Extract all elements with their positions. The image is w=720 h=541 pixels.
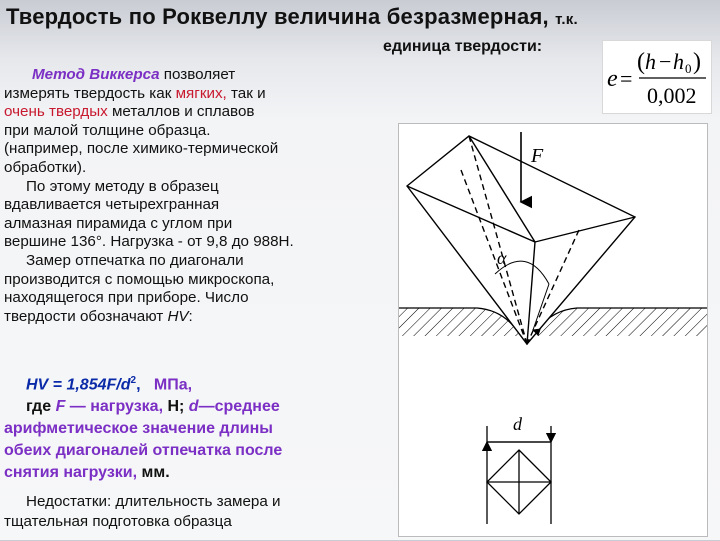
text-line: алмазная пирамида с углом при [4, 214, 233, 232]
slide-title [6, 4, 718, 30]
disadvantages-line: Недостатки: длительность замера и [26, 493, 281, 510]
disadvantages-line: тщательная подготовка образца [4, 513, 232, 530]
text-line: Метод Виккерса позволяет [32, 66, 236, 83]
formula-equals: = [620, 66, 633, 91]
text-line: вдавливается четырехгранная [4, 196, 220, 214]
hard-metals-highlight: очень твердых [4, 103, 108, 121]
text-line: обработки). [4, 158, 87, 176]
text-line: производится с помощью микроскопа, [4, 270, 275, 288]
vickers-pyramid-diagram [398, 123, 708, 537]
text-line: твердости обозначают HV: [4, 307, 193, 325]
slide-subtitle: единица твердости: [383, 38, 543, 55]
vickers-formula-block [4, 370, 374, 484]
svg-text:−: − [659, 49, 672, 74]
formula-lhs: e [607, 66, 618, 92]
text-line: при малой толщине образца. [4, 121, 211, 139]
hv-unit: МПа, [153, 376, 193, 394]
definition-line: арифметическое значение длины [4, 420, 273, 438]
text-line: находящегося при приборе. Число [4, 289, 249, 307]
hv-symbol: HV [167, 307, 189, 325]
angle-label: α [497, 248, 507, 268]
formula-num-h: h [645, 49, 656, 74]
text-line: очень твердых металлов и сплавов [4, 103, 255, 121]
title-main: Твердость по Роквеллу величина безразмерная, [6, 4, 549, 29]
formula-den: 0,002 [647, 83, 697, 108]
definition-line: снятия нагрузки, мм. [4, 464, 170, 482]
text-line: измерять твердость как мягких, так и [4, 84, 266, 102]
imprint-view [487, 414, 551, 524]
diagonal-label: d [513, 414, 522, 434]
text-line: По этому методу в образец [26, 177, 219, 195]
hv-formula: HV = $1,854F/d^2$, МПа, [26, 375, 193, 394]
formula-num-sub: 0 [685, 61, 692, 76]
svg-text:(: ( [637, 49, 645, 75]
svg-text:): ) [693, 49, 701, 75]
text-line: вершине 136°. Нагрузка - от 9,8 до 988Н. [4, 233, 294, 251]
force-label: F [531, 145, 544, 167]
disadvantages-block [4, 492, 374, 532]
rockwell-formula [602, 40, 712, 114]
description-text [4, 66, 374, 326]
where-line: где F — нагрузка, Н; d—среднее [26, 398, 280, 416]
method-name: Метод Виккерса [32, 66, 160, 83]
title-tail: т.к. [555, 11, 578, 28]
formula-num-h0: h [673, 49, 684, 74]
soft-metals-highlight: мягких, [175, 84, 227, 102]
definition-line: обеих диагоналей отпечатка после [4, 442, 283, 460]
text-line: (например, после химико-термической [4, 140, 279, 158]
text-line: Замер отпечатка по диагонали [26, 251, 244, 269]
